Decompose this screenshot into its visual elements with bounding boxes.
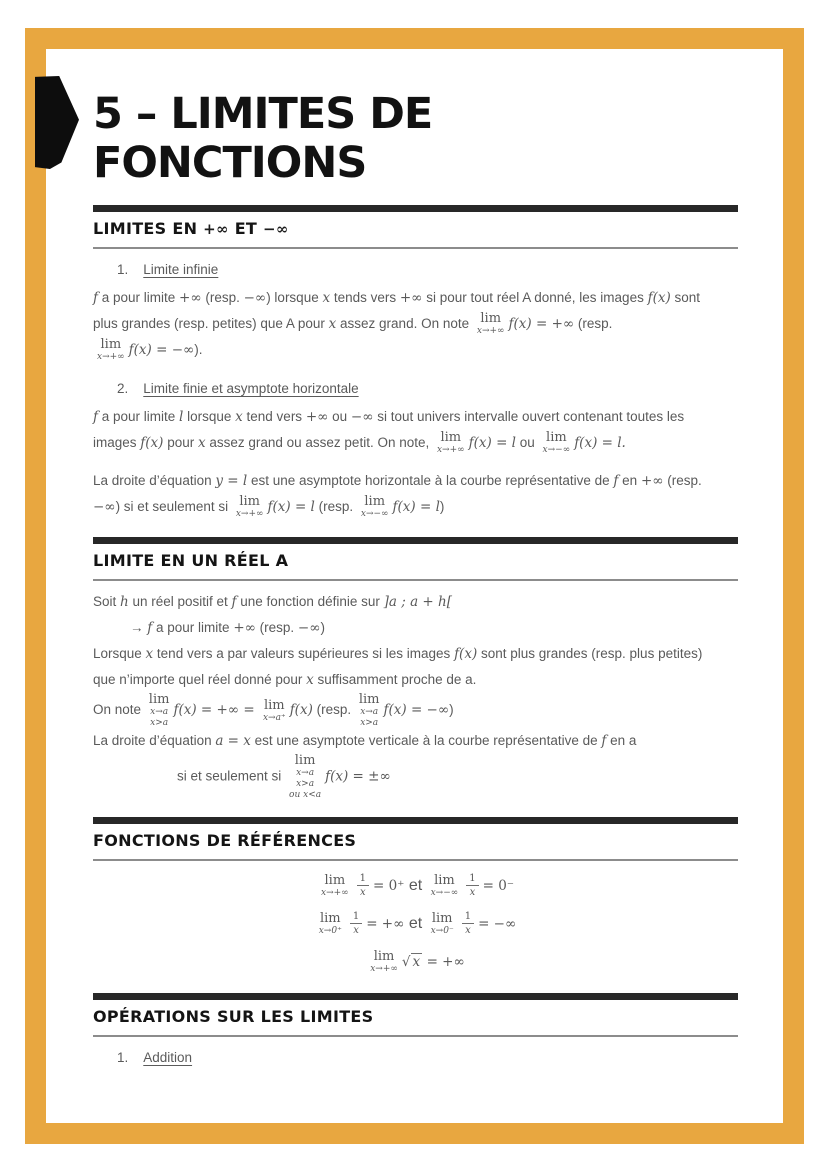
formula-line	[93, 949, 738, 975]
math-run: = −∞	[478, 916, 517, 932]
text-run: (resp.	[201, 290, 244, 305]
list-item	[117, 262, 738, 277]
fraction-numerator: 1	[462, 911, 474, 924]
math-run: f	[613, 473, 619, 489]
lim-operator	[477, 312, 505, 336]
text-run: ou	[516, 435, 539, 450]
math-run: l	[179, 409, 184, 425]
list-item	[117, 1050, 738, 1065]
lim-word: lim	[100, 337, 122, 353]
lim-operator	[437, 431, 465, 455]
math-run: = 0⁻	[482, 878, 514, 894]
text-run: et	[404, 915, 427, 932]
math-run: x	[306, 672, 314, 688]
lim-subscript: x→+∞	[476, 326, 505, 337]
heading-text: LIMITES EN	[93, 219, 204, 238]
lim-word: lim	[148, 692, 170, 707]
paragraph-line	[93, 754, 738, 800]
lim-word: lim	[431, 910, 453, 926]
text-run: a pour limite	[98, 290, 180, 305]
lim-subscript: x→+∞	[436, 445, 465, 456]
lim-word: lim	[294, 753, 316, 768]
text-run: tend vers a par valeurs supérieures si les images	[153, 646, 455, 661]
text-run: plus grandes (resp. petites) que A pour	[93, 316, 329, 331]
heading-text: ET	[228, 219, 264, 238]
paragraph	[93, 468, 738, 520]
lim-operator	[319, 912, 342, 936]
section-heading-operations-sur-les-limites	[93, 1000, 738, 1037]
lim-subscript: x>a	[360, 718, 379, 728]
math-run: x	[197, 435, 206, 451]
math-run: f(x) = l	[392, 499, 440, 515]
math-run: +∞	[305, 409, 329, 425]
math-run: f(x) = −∞	[128, 342, 195, 358]
fraction-numerator: 1	[466, 873, 478, 886]
list-item	[117, 381, 738, 396]
math-run: +∞	[399, 290, 423, 306]
lim-word: lim	[263, 697, 285, 713]
fraction	[466, 873, 478, 898]
lim-subscript: x→+∞	[321, 887, 349, 898]
lim-subscript: x→+∞	[370, 963, 398, 974]
lim-operator	[149, 693, 170, 728]
text-run: une fonction définie sur	[236, 594, 384, 609]
fraction	[350, 911, 362, 936]
section-divider-bar	[93, 205, 738, 212]
paragraph	[93, 589, 738, 800]
math-run: f(x) = l	[267, 499, 315, 515]
text-run: images	[93, 435, 141, 450]
paragraph-line	[93, 615, 738, 641]
list-item-label: Limite finie et asymptote horizontale	[143, 381, 359, 396]
fraction-numerator: 1	[357, 873, 369, 886]
math-run: f(x) = −∞	[383, 702, 450, 719]
math-run: x	[328, 316, 337, 332]
lim-operator	[236, 495, 264, 519]
text-run: )	[439, 499, 445, 514]
paragraph-line	[93, 589, 738, 615]
paragraph-line	[93, 337, 738, 363]
lim-operator	[289, 754, 321, 800]
lim-word: lim	[546, 430, 567, 446]
math-run: −∞	[350, 409, 374, 425]
lim-word: lim	[319, 910, 341, 926]
section-divider-bar	[93, 537, 738, 544]
lim-operator	[431, 874, 459, 898]
text-run: si tout univers intervalle ouvert contenant toutes les	[373, 409, 685, 424]
fraction-numerator: 1	[350, 911, 362, 924]
math-run: x	[322, 290, 331, 306]
text-run: assez grand. On note	[336, 316, 473, 331]
text-run: )	[320, 620, 325, 635]
list-item-number: 1.	[117, 1050, 129, 1065]
text-run: a pour limite	[152, 620, 234, 635]
lim-subscript: x>a	[296, 779, 315, 789]
math-run: f(x) = +∞ =	[173, 702, 259, 719]
lim-subscript: x→+∞	[235, 509, 264, 520]
math-run: f(x)	[454, 646, 478, 662]
section-heading-limite-en-un-reel-a	[93, 544, 738, 581]
page-title: 5 – LIMITES DE FONCTIONS	[93, 89, 433, 188]
math-run: f(x) = l.	[574, 435, 626, 451]
text-run: et	[404, 877, 427, 894]
math-run: f	[93, 409, 98, 425]
lim-subscript: x→a⁺	[262, 712, 286, 723]
text-run: (resp.	[255, 620, 298, 635]
formula-line	[93, 873, 738, 899]
list-item-number: 1.	[117, 262, 129, 277]
lim-word: lim	[480, 311, 502, 327]
math-run: f(x)	[140, 435, 164, 451]
section-divider-bar	[93, 993, 738, 1000]
paragraph-line	[93, 404, 738, 430]
lim-word: lim	[358, 692, 380, 707]
math-run: f(x) = ±∞	[325, 768, 391, 785]
lim-subscript: x→−∞	[360, 509, 389, 520]
paragraph-line	[93, 285, 738, 311]
text-run: un réel positif et	[128, 594, 232, 609]
text-run: (resp.	[574, 316, 613, 331]
formula-line	[93, 911, 738, 937]
math-run: f(x)	[647, 290, 671, 306]
paragraph	[93, 285, 738, 363]
lim-subscript: x→−∞	[542, 445, 571, 456]
math-run: x	[235, 409, 243, 425]
text-run: tends vers	[330, 290, 400, 305]
math-run: f(x) = l	[468, 435, 516, 451]
lim-word: lim	[434, 872, 455, 888]
math-run: = 0⁺	[373, 878, 405, 894]
math-run: h	[120, 594, 129, 610]
text-run: est une asymptote verticale à la courbe représentative de	[250, 733, 602, 748]
text-run: a pour limite	[98, 409, 180, 424]
fraction	[357, 873, 369, 898]
math-run: f	[231, 594, 237, 610]
section-heading-limites-en-infini	[93, 212, 738, 249]
text-run: sont plus grandes (resp. plus petites)	[477, 646, 703, 661]
fraction-denominator: x	[360, 887, 366, 899]
lim-operator	[359, 693, 380, 728]
lim-subscript: x→−∞	[430, 887, 459, 898]
text-run: pour	[163, 435, 198, 450]
text-run: lorsque	[183, 409, 236, 424]
text-run: en a	[606, 733, 637, 748]
arrow-text-run: →	[130, 620, 148, 635]
text-run: ou	[328, 409, 351, 424]
paragraph-line	[93, 311, 738, 337]
heading-math: −∞	[263, 220, 289, 238]
text-run: Soit	[93, 594, 121, 609]
section-heading-fonctions-de-references	[93, 824, 738, 861]
text-run: tend vers	[242, 409, 306, 424]
text-run: si et seulement si	[177, 768, 286, 784]
heading-text: FONCTIONS DE RÉFÉRENCES	[93, 831, 357, 850]
text-run: )	[449, 702, 454, 718]
lim-word: lim	[239, 494, 261, 510]
lim-subscript: x→+∞	[97, 352, 125, 363]
fraction	[462, 911, 474, 936]
lim-operator	[361, 495, 389, 519]
text-run: On note	[93, 702, 145, 718]
sqrt-sign: √	[401, 954, 411, 970]
paragraph-line	[93, 728, 738, 754]
text-run: La droite d’équation	[93, 473, 216, 488]
lim-subscript: x>a	[150, 718, 169, 728]
fraction-denominator: x	[465, 925, 471, 937]
heading-text: LIMITE EN UN RÉEL A	[93, 551, 289, 570]
math-run: f	[601, 733, 607, 749]
text-run: Lorsque	[93, 646, 146, 661]
math-run: a = x	[215, 733, 251, 749]
text-run: est une asymptote horizontale à la courbe représentative de	[247, 473, 614, 488]
heading-math: +∞	[203, 220, 229, 238]
paragraph-line	[93, 641, 738, 667]
fraction-denominator: x	[353, 925, 359, 937]
list-item-label: Addition	[143, 1050, 193, 1065]
text-run: (resp.	[312, 702, 355, 718]
math-run: −∞	[93, 499, 116, 515]
text-run: ) si et seulement si	[115, 499, 232, 514]
paragraph-line	[93, 430, 738, 456]
math-run: −∞	[297, 620, 321, 636]
text-run: (resp.	[663, 473, 702, 488]
paragraph-line	[93, 494, 738, 520]
math-run: +∞	[640, 473, 664, 489]
page-content	[93, 90, 738, 1065]
text-run: ) lorsque	[266, 290, 323, 305]
math-run: f	[93, 290, 98, 306]
lim-word: lim	[373, 948, 395, 964]
text-run: que n’importe quel réel donné pour	[93, 672, 307, 687]
math-run: −∞	[243, 290, 267, 306]
lim-subscript: x→a	[296, 768, 315, 778]
text-run: suffisamment proche de a.	[313, 672, 477, 687]
sqrt-radicand: x	[412, 954, 421, 970]
text-run: La droite d’équation	[93, 733, 216, 748]
lim-operator	[263, 699, 286, 723]
paragraph	[93, 404, 738, 456]
math-run: ]a ; a + h[	[383, 594, 452, 610]
lim-operator	[543, 431, 571, 455]
lim-operator	[431, 912, 454, 936]
lim-subscript: x→a	[150, 707, 169, 717]
text-run: assez grand ou assez petit. On note,	[205, 435, 433, 450]
math-run: f(x) = +∞	[508, 316, 575, 332]
math-run: f	[147, 620, 153, 636]
math-run: = +∞	[426, 954, 465, 970]
text-run: ).	[194, 342, 203, 357]
heading-text: OPÉRATIONS SUR LES LIMITES	[93, 1007, 374, 1026]
math-run: +∞	[233, 620, 256, 636]
text-run: si pour tout réel A donné, les images	[422, 290, 648, 305]
text-run: (resp.	[314, 499, 357, 514]
section-divider-bar	[93, 817, 738, 824]
text-run: en	[618, 473, 641, 488]
lim-subscript: ou x<a	[289, 790, 322, 800]
lim-subscript: x→0⁺	[318, 925, 342, 936]
list-item-label: Limite infinie	[143, 262, 219, 277]
lim-word: lim	[364, 494, 386, 510]
lim-operator	[370, 950, 398, 974]
paragraph-line	[93, 693, 738, 728]
lim-subscript: x→0⁻	[430, 925, 454, 936]
math-run: = +∞	[366, 916, 405, 932]
lim-word: lim	[324, 872, 346, 888]
list-item-number: 2.	[117, 381, 129, 396]
text-run: sont	[670, 290, 701, 305]
lim-operator	[321, 874, 349, 898]
lim-word: lim	[440, 430, 462, 446]
math-run: f(x)	[289, 702, 313, 719]
paragraph-line	[93, 468, 738, 494]
math-run: y = l	[215, 473, 248, 489]
math-run: +∞	[179, 290, 202, 306]
paragraph-line	[93, 667, 738, 693]
lim-subscript: x→a	[360, 707, 379, 717]
math-run: x	[145, 646, 154, 662]
fraction-denominator: x	[469, 887, 476, 899]
lim-operator	[97, 338, 125, 362]
